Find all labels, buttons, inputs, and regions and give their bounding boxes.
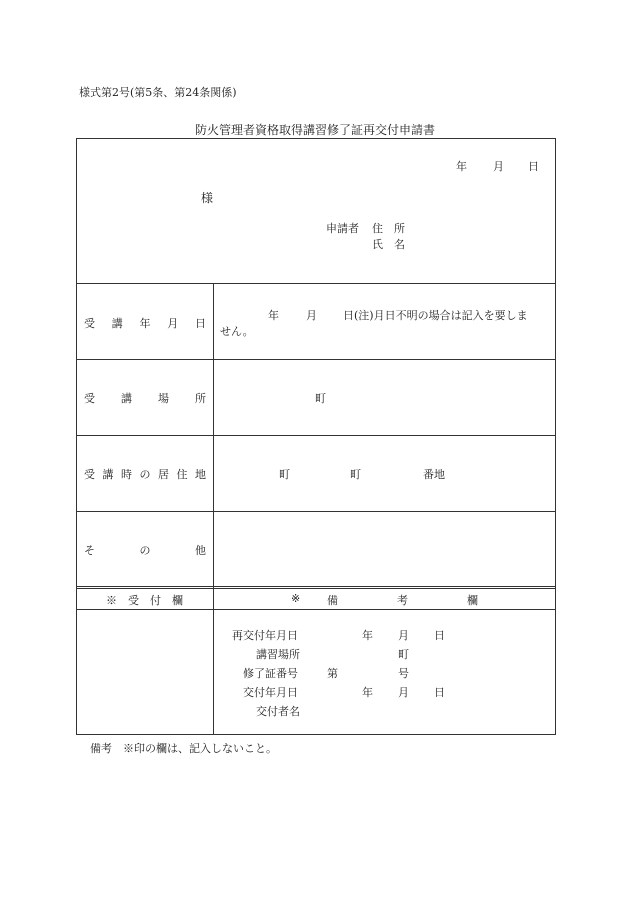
form-frame (76, 138, 556, 735)
reissue-day: 日 (434, 629, 445, 642)
course-day-note-cont: せん。 (220, 325, 254, 338)
label-char: 講 (121, 392, 132, 405)
row-divider (76, 435, 556, 436)
date-month-label: 月 (493, 160, 504, 173)
label-char: の (139, 468, 151, 481)
label-char: 他 (195, 544, 206, 557)
office-course-place-town: 町 (398, 648, 409, 661)
issue-date-label: 交付年月日 (243, 686, 298, 699)
section-double-divider (76, 586, 556, 589)
label-char: 居 (158, 468, 169, 481)
remarks-header-char: 備 (327, 594, 338, 607)
label-char: 講 (102, 468, 114, 481)
row-divider (76, 283, 556, 284)
course-day-note: 日(注)月日不明の場合は記入を要しま (343, 309, 528, 322)
label-char: 年 (139, 317, 151, 330)
reissue-date-label: 再交付年月日 (232, 629, 298, 642)
cert-number-label: 修了証番号 (243, 667, 298, 680)
reissue-month: 月 (398, 629, 409, 642)
label-char: 住 (176, 468, 188, 481)
label-char: 受 (84, 468, 95, 481)
course-place-label (84, 390, 206, 406)
residence-town-2: 町 (350, 468, 361, 481)
addressee-suffix: 様 (201, 191, 214, 205)
course-date-label (84, 315, 206, 331)
course-month-label: 月 (306, 309, 317, 322)
other-label (84, 542, 206, 558)
label-char: 日 (195, 317, 206, 330)
course-year-label: 年 (268, 309, 279, 322)
residence-label (84, 466, 206, 482)
issue-year: 年 (362, 686, 373, 699)
date-day-label: 日 (528, 160, 539, 173)
name-label: 氏 名 (372, 238, 405, 251)
residence-town-1: 町 (279, 468, 290, 481)
residence-lot: 番地 (423, 468, 445, 481)
label-char: そ (84, 544, 95, 557)
reception-header: ※ 受 付 欄 (106, 594, 183, 607)
label-char: 所 (195, 392, 206, 405)
remarks-header-mark: ※ (291, 592, 301, 605)
row-divider (76, 609, 556, 610)
cert-number-prefix: 第 (327, 667, 338, 680)
label-char: 受 (84, 392, 95, 405)
label-char: の (139, 544, 151, 557)
address-label: 住 所 (372, 222, 405, 235)
reissue-year: 年 (362, 629, 373, 642)
applicant-label: 申請者 (326, 222, 359, 235)
label-char: 受 (84, 317, 95, 330)
row-divider (76, 511, 556, 512)
remarks-header-char: 考 (397, 594, 408, 607)
label-char: 場 (158, 392, 169, 405)
office-course-place-label: 講習場所 (256, 648, 300, 661)
remarks-header-char: 欄 (467, 594, 478, 607)
column-divider (213, 283, 214, 735)
footer-note: 備考 ※印の欄は、記入しないこと。 (90, 742, 277, 755)
form-title: 防火管理者資格取得講習修了証再交付申請書 (194, 123, 435, 137)
issue-day: 日 (434, 686, 445, 699)
row-divider (76, 359, 556, 360)
issuer-label: 交付者名 (256, 705, 300, 718)
cert-number-suffix: 号 (398, 667, 409, 680)
label-char: 時 (121, 468, 132, 481)
label-char: 講 (111, 317, 123, 330)
label-char: 地 (195, 468, 206, 481)
date-year-label: 年 (456, 160, 467, 173)
form-number: 様式第2号(第5条、第24条関係) (79, 86, 237, 99)
course-place-town: 町 (315, 392, 326, 405)
label-char: 月 (167, 317, 179, 330)
issue-month: 月 (398, 686, 409, 699)
